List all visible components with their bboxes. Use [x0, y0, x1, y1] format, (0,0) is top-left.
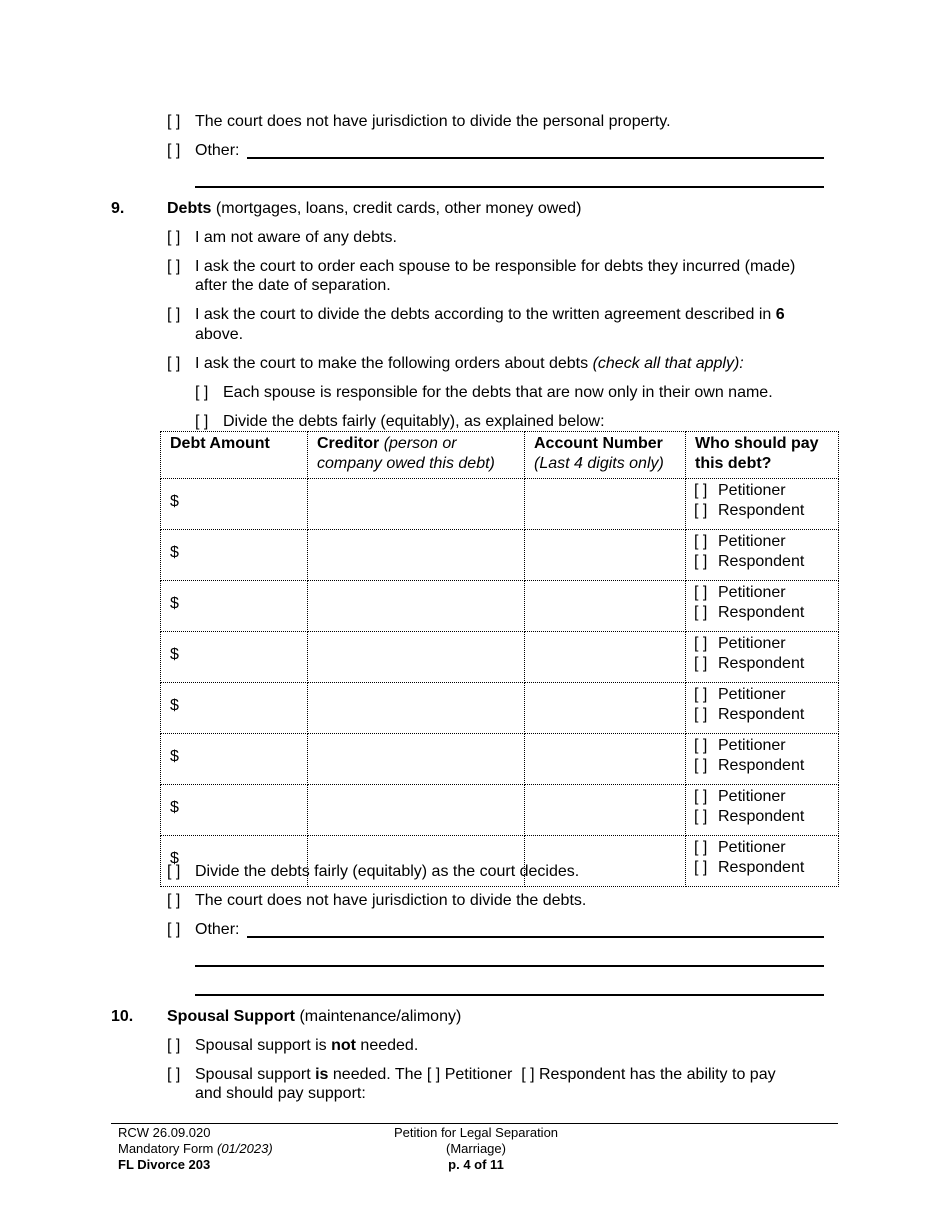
- checkbox[interactable]: [ ]: [167, 113, 181, 130]
- section-reference: 6: [775, 306, 785, 323]
- creditor-cell[interactable]: [308, 479, 525, 530]
- checkbox[interactable]: [ ]: [167, 863, 181, 880]
- option-respondent: Respondent: [718, 655, 805, 672]
- suboption-own-name: [195, 383, 773, 402]
- footer-left: [118, 1125, 273, 1173]
- option-support-not-needed: [ ] Spousal support is not needed.: [167, 1037, 419, 1054]
- checkbox[interactable]: [ ]: [694, 706, 708, 723]
- account-number-cell[interactable]: [525, 683, 686, 734]
- dollar-sign: $: [170, 544, 179, 561]
- section-subtitle: (mortgages, loans, credit cards, other money owed): [215, 200, 582, 217]
- checkbox[interactable]: [ ]: [167, 229, 181, 246]
- option-petitioner: Petitioner: [718, 737, 786, 754]
- header-creditor: Creditor (person or company owed this debt): [308, 432, 525, 479]
- other-label: Other:: [195, 921, 240, 938]
- debt-amount-cell[interactable]: [161, 632, 308, 683]
- checkbox[interactable]: [ ]: [195, 384, 209, 401]
- option-agreement: [167, 305, 785, 324]
- checkbox[interactable]: [ ]: [694, 482, 708, 499]
- option-respondent: Respondent: [718, 706, 805, 723]
- dollar-sign: $: [170, 697, 179, 714]
- account-number-cell[interactable]: [525, 581, 686, 632]
- footer-subtitle: (Marriage): [446, 1141, 506, 1156]
- account-number-cell[interactable]: [525, 734, 686, 785]
- table-row: [161, 479, 839, 530]
- checkbox[interactable]: [ ]: [694, 757, 708, 774]
- debt-amount-cell[interactable]: [161, 734, 308, 785]
- section-title: Spousal Support: [167, 1008, 295, 1025]
- debt-amount-cell[interactable]: [161, 785, 308, 836]
- debts-table: [160, 431, 839, 887]
- checkbox[interactable]: [ ]: [694, 635, 708, 652]
- checkbox[interactable]: [ ]: [694, 584, 708, 601]
- who-pays-cell: [686, 785, 839, 836]
- footer-form-id: FL Divorce 203: [118, 1157, 211, 1172]
- checkbox[interactable]: [ ]: [167, 1066, 181, 1083]
- dollar-sign: $: [170, 595, 179, 612]
- account-number-cell[interactable]: [525, 785, 686, 836]
- debt-amount-cell[interactable]: [161, 581, 308, 632]
- account-number-cell[interactable]: [525, 530, 686, 581]
- who-pays-cell: [686, 632, 839, 683]
- option-respondent: Respondent: [718, 757, 805, 774]
- who-pays-cell: [686, 581, 839, 632]
- other-line[interactable]: [247, 157, 824, 159]
- option-orders: [167, 354, 744, 373]
- option-petitioner: Petitioner: [718, 584, 786, 601]
- dollar-sign: $: [170, 748, 179, 765]
- section-number: 10.: [111, 1008, 134, 1025]
- checkbox[interactable]: [ ]: [694, 533, 708, 550]
- checkbox[interactable]: [ ]: [694, 686, 708, 703]
- checkbox[interactable]: [ ]: [694, 808, 708, 825]
- checkbox[interactable]: [ ]: [694, 502, 708, 519]
- checkbox[interactable]: [ ]: [694, 655, 708, 672]
- option-each-spouse: [167, 257, 795, 276]
- footer-page-number: p. 4 of 11: [448, 1157, 504, 1172]
- option-court-decides: [167, 862, 579, 881]
- option-text: I ask the court to divide the debts according to the written agreement described in: [195, 306, 772, 323]
- header-who-pays: Who should pay this debt?: [686, 432, 839, 479]
- option-text: The court does not have jurisdiction to divide the personal property.: [195, 113, 671, 130]
- table-row: [161, 530, 839, 581]
- option-text: I am not aware of any debts.: [195, 229, 397, 246]
- checkbox[interactable]: [ ]: [694, 788, 708, 805]
- creditor-cell[interactable]: [308, 785, 525, 836]
- option-respondent: Respondent: [718, 808, 805, 825]
- who-pays-cell: [686, 734, 839, 785]
- option-text-continued: above.: [195, 326, 244, 343]
- checkbox[interactable]: [ ]: [694, 859, 708, 876]
- checkbox[interactable]: [ ]: [167, 142, 181, 159]
- table-row: [161, 734, 839, 785]
- creditor-cell[interactable]: [308, 734, 525, 785]
- checkbox[interactable]: [ ]: [167, 258, 181, 275]
- checkbox[interactable]: [ ]: [167, 306, 181, 323]
- option-note: (check all that apply):: [592, 355, 744, 372]
- who-pays-cell: [686, 530, 839, 581]
- checkbox[interactable]: [ ]: [694, 604, 708, 621]
- option-petitioner: Petitioner: [718, 533, 786, 550]
- option-text: Divide the debts fairly (equitably), as explained below:: [223, 413, 605, 430]
- checkbox[interactable]: [ ]: [167, 1037, 181, 1054]
- option-petitioner: Petitioner: [718, 482, 786, 499]
- checkbox[interactable]: [ ]: [167, 921, 181, 938]
- checkbox[interactable]: [ ]: [694, 737, 708, 754]
- who-pays-cell: [686, 683, 839, 734]
- who-pays-cell: [686, 479, 839, 530]
- option-respondent: Respondent: [718, 553, 805, 570]
- option-petitioner: Petitioner: [718, 635, 786, 652]
- other-label: Other:: [195, 142, 240, 159]
- suboption-divide-below: [195, 412, 605, 431]
- option-respondent: Respondent: [718, 859, 805, 876]
- option-text-continued: and should pay support:: [195, 1085, 366, 1102]
- option-other-personal: [167, 141, 239, 160]
- checkbox[interactable]: [ ]: [426, 1066, 441, 1083]
- option-text: I ask the court to make the following orders about debts: [195, 355, 589, 372]
- creditor-cell[interactable]: [308, 530, 525, 581]
- option-not-aware: [167, 228, 397, 247]
- other-line[interactable]: [195, 994, 824, 996]
- option-petitioner: Petitioner: [718, 839, 786, 856]
- section-heading-debts: [167, 199, 581, 218]
- option-text: The court does not have jurisdiction to divide the debts.: [195, 892, 587, 909]
- header-account-number: Account Number (Last 4 digits only): [525, 432, 686, 479]
- footer-divider: [111, 1123, 838, 1124]
- option-no-jurisdiction-personal: [167, 112, 671, 131]
- section-number: 9.: [111, 200, 125, 217]
- checkbox[interactable]: [ ]: [195, 413, 209, 430]
- dollar-sign: $: [170, 646, 179, 663]
- creditor-cell[interactable]: [308, 581, 525, 632]
- section-subtitle: (maintenance/alimony): [299, 1008, 462, 1025]
- option-support-needed: [ ] Spousal support is needed. The [ ] Petitioner [ ] Respondent has the ability to pay: [167, 1066, 776, 1083]
- creditor-cell[interactable]: [308, 683, 525, 734]
- dollar-sign: $: [170, 850, 179, 867]
- footer-title: Petition for Legal Separation: [393, 1125, 559, 1140]
- debt-amount-cell[interactable]: [161, 683, 308, 734]
- checkbox[interactable]: [ ]: [694, 553, 708, 570]
- account-number-cell[interactable]: [525, 632, 686, 683]
- option-other-debts: [167, 920, 239, 939]
- other-line[interactable]: [195, 965, 824, 967]
- dollar-sign: $: [170, 799, 179, 816]
- option-respondent: Respondent: [718, 604, 805, 621]
- other-line[interactable]: [195, 186, 824, 188]
- who-pays-cell: [686, 836, 839, 887]
- other-line[interactable]: [247, 936, 824, 938]
- footer-center: [388, 1125, 564, 1173]
- table-row: [161, 581, 839, 632]
- footer-mandatory: Mandatory Form (01/2023): [118, 1141, 273, 1156]
- option-text-continued: after the date of separation.: [195, 277, 391, 294]
- option-respondent: Respondent: [718, 502, 805, 519]
- section-heading-spousal: [167, 1007, 461, 1026]
- account-number-cell[interactable]: [525, 479, 686, 530]
- table-row: [161, 785, 839, 836]
- checkbox[interactable]: [ ]: [694, 839, 708, 856]
- checkbox[interactable]: [ ]: [167, 355, 181, 372]
- dollar-sign: $: [170, 493, 179, 510]
- option-text: Each spouse is responsible for the debts that are now only in their own name.: [223, 384, 773, 401]
- option-petitioner: Petitioner: [718, 788, 786, 805]
- option-text: Divide the debts fairly (equitably) as the court decides.: [195, 863, 580, 880]
- header-debt-amount: Debt Amount: [161, 432, 308, 479]
- debt-amount-cell[interactable]: [161, 530, 308, 581]
- debt-amount-cell[interactable]: [161, 479, 308, 530]
- creditor-cell[interactable]: [308, 632, 525, 683]
- table-row: [161, 683, 839, 734]
- option-text: I ask the court to order each spouse to be responsible for debts they incurred (made): [195, 258, 796, 275]
- footer-rcw: RCW 26.09.020: [118, 1125, 211, 1140]
- table-row: [161, 632, 839, 683]
- checkbox[interactable]: [ ]: [167, 892, 181, 909]
- option-petitioner: Petitioner: [718, 686, 786, 703]
- table-header-row: [161, 432, 839, 479]
- checkbox[interactable]: [ ]: [521, 1066, 535, 1083]
- option-no-jurisdiction-debts: [167, 891, 586, 910]
- section-title: Debts: [167, 200, 212, 217]
